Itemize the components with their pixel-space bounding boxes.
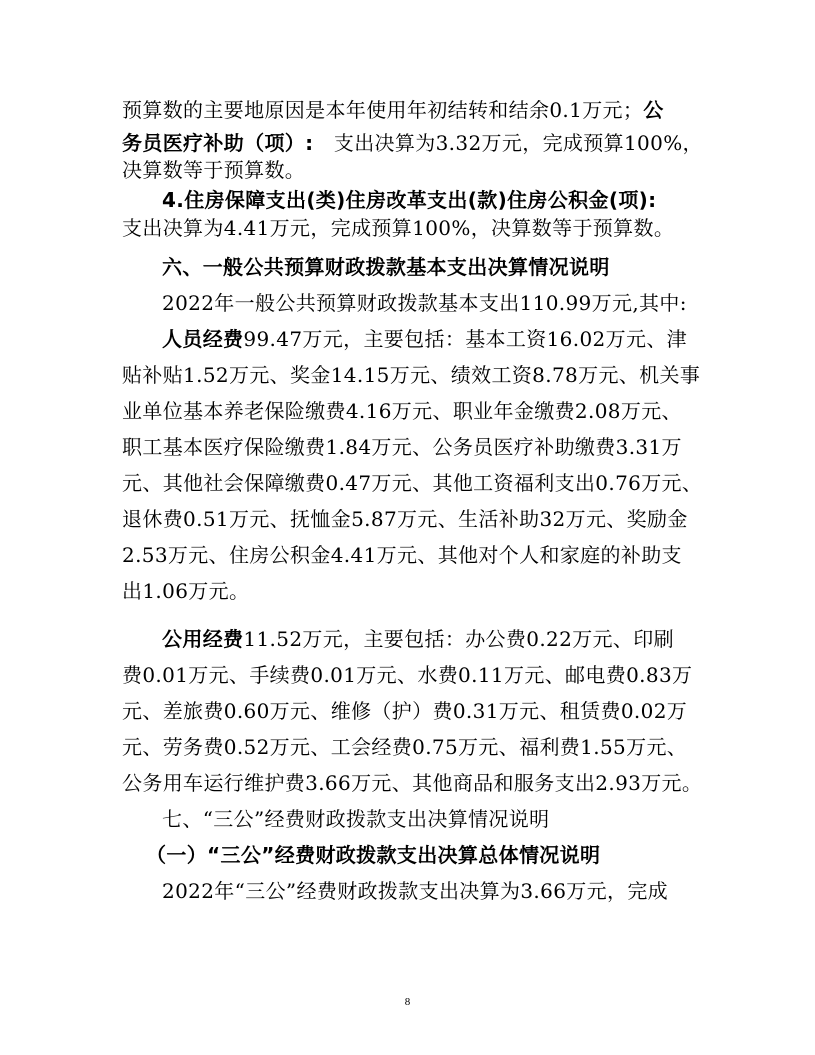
text-line: 贴补贴1.52万元、奖金14.15万元、绩效工资8.78万元、机关事 xyxy=(122,363,701,387)
subsection-heading: （一）“三公”经费财政拨款支出决算总体情况说明 xyxy=(146,843,601,867)
text-line xyxy=(122,158,702,182)
text-line xyxy=(162,188,702,212)
bold-text-run: 务员医疗补助（项）: xyxy=(122,131,314,155)
bold-text-run: 人员经费 xyxy=(162,327,244,351)
text-line xyxy=(162,291,702,315)
text-line: 费0.01万元、手续费0.01万元、水费0.11万元、邮电费0.83万 xyxy=(122,663,693,687)
bold-text-run: 公 xyxy=(643,98,664,122)
text-run: 支出决算为3.32万元，完成预算100%， xyxy=(313,131,703,155)
text-line: 出1.06万元。 xyxy=(122,579,250,603)
bold-text-run: 4.住房保障支出(类)住房改革支出(款)住房公积金(项): xyxy=(162,188,657,212)
text-line xyxy=(122,131,702,155)
page-number: 8 xyxy=(404,996,411,1008)
text-line xyxy=(122,98,702,122)
text-run: 2022年一般公共预算财政拨款基本支出110.99万元,其中: xyxy=(162,291,687,315)
text-run: 11.52万元，主要包括：办公费0.22万元、印刷 xyxy=(243,627,674,651)
section-heading: 七、“三公”经费财政拨款支出决算情况说明 xyxy=(162,807,550,831)
text-line: 职工基本医疗保险缴费1.84万元、公务员医疗补助缴费3.31万 xyxy=(122,435,682,459)
text-run: 99.47万元，主要包括：基本工资16.02万元、津 xyxy=(243,327,688,351)
text-line xyxy=(122,216,702,240)
text-line xyxy=(162,327,702,351)
text-line xyxy=(162,627,702,651)
section-heading: 六、一般公共预算财政拨款基本支出决算情况说明 xyxy=(162,255,610,279)
text-run: 预算数的主要地原因是本年使用年初结转和结余0.1万元； xyxy=(122,98,644,122)
text-line: 2.53万元、住房公积金4.41万元、其他对个人和家庭的补助支 xyxy=(122,543,682,567)
text-run: 支出决算为4.41万元，完成预算100%，决算数等于预算数。 xyxy=(122,216,675,240)
text-line: 业单位基本养老保险缴费4.16万元、职业年金缴费2.08万元、 xyxy=(122,399,682,423)
text-line: 公务用车运行维护费3.66万元、其他商品和服务支出2.93万元。 xyxy=(122,771,703,795)
bold-text-run: 公用经费 xyxy=(162,627,244,651)
text-line: 2022年“三公”经费财政拨款支出决算为3.66万元，完成 xyxy=(162,879,669,903)
text-line: 元、其他社会保障缴费0.47万元、其他工资福利支出0.76万元、 xyxy=(122,471,703,495)
text-line: 元、劳务费0.52万元、工会经费0.75万元、福利费1.55万元、 xyxy=(122,735,688,759)
text-run: 决算数等于预算数。 xyxy=(122,158,306,182)
text-line: 元、差旅费0.60万元、维修（护）费0.31万元、租赁费0.02万 xyxy=(122,699,688,723)
text-line: 退休费0.51万元、抚恤金5.87万元、生活补助32万元、奖励金 xyxy=(122,507,688,531)
